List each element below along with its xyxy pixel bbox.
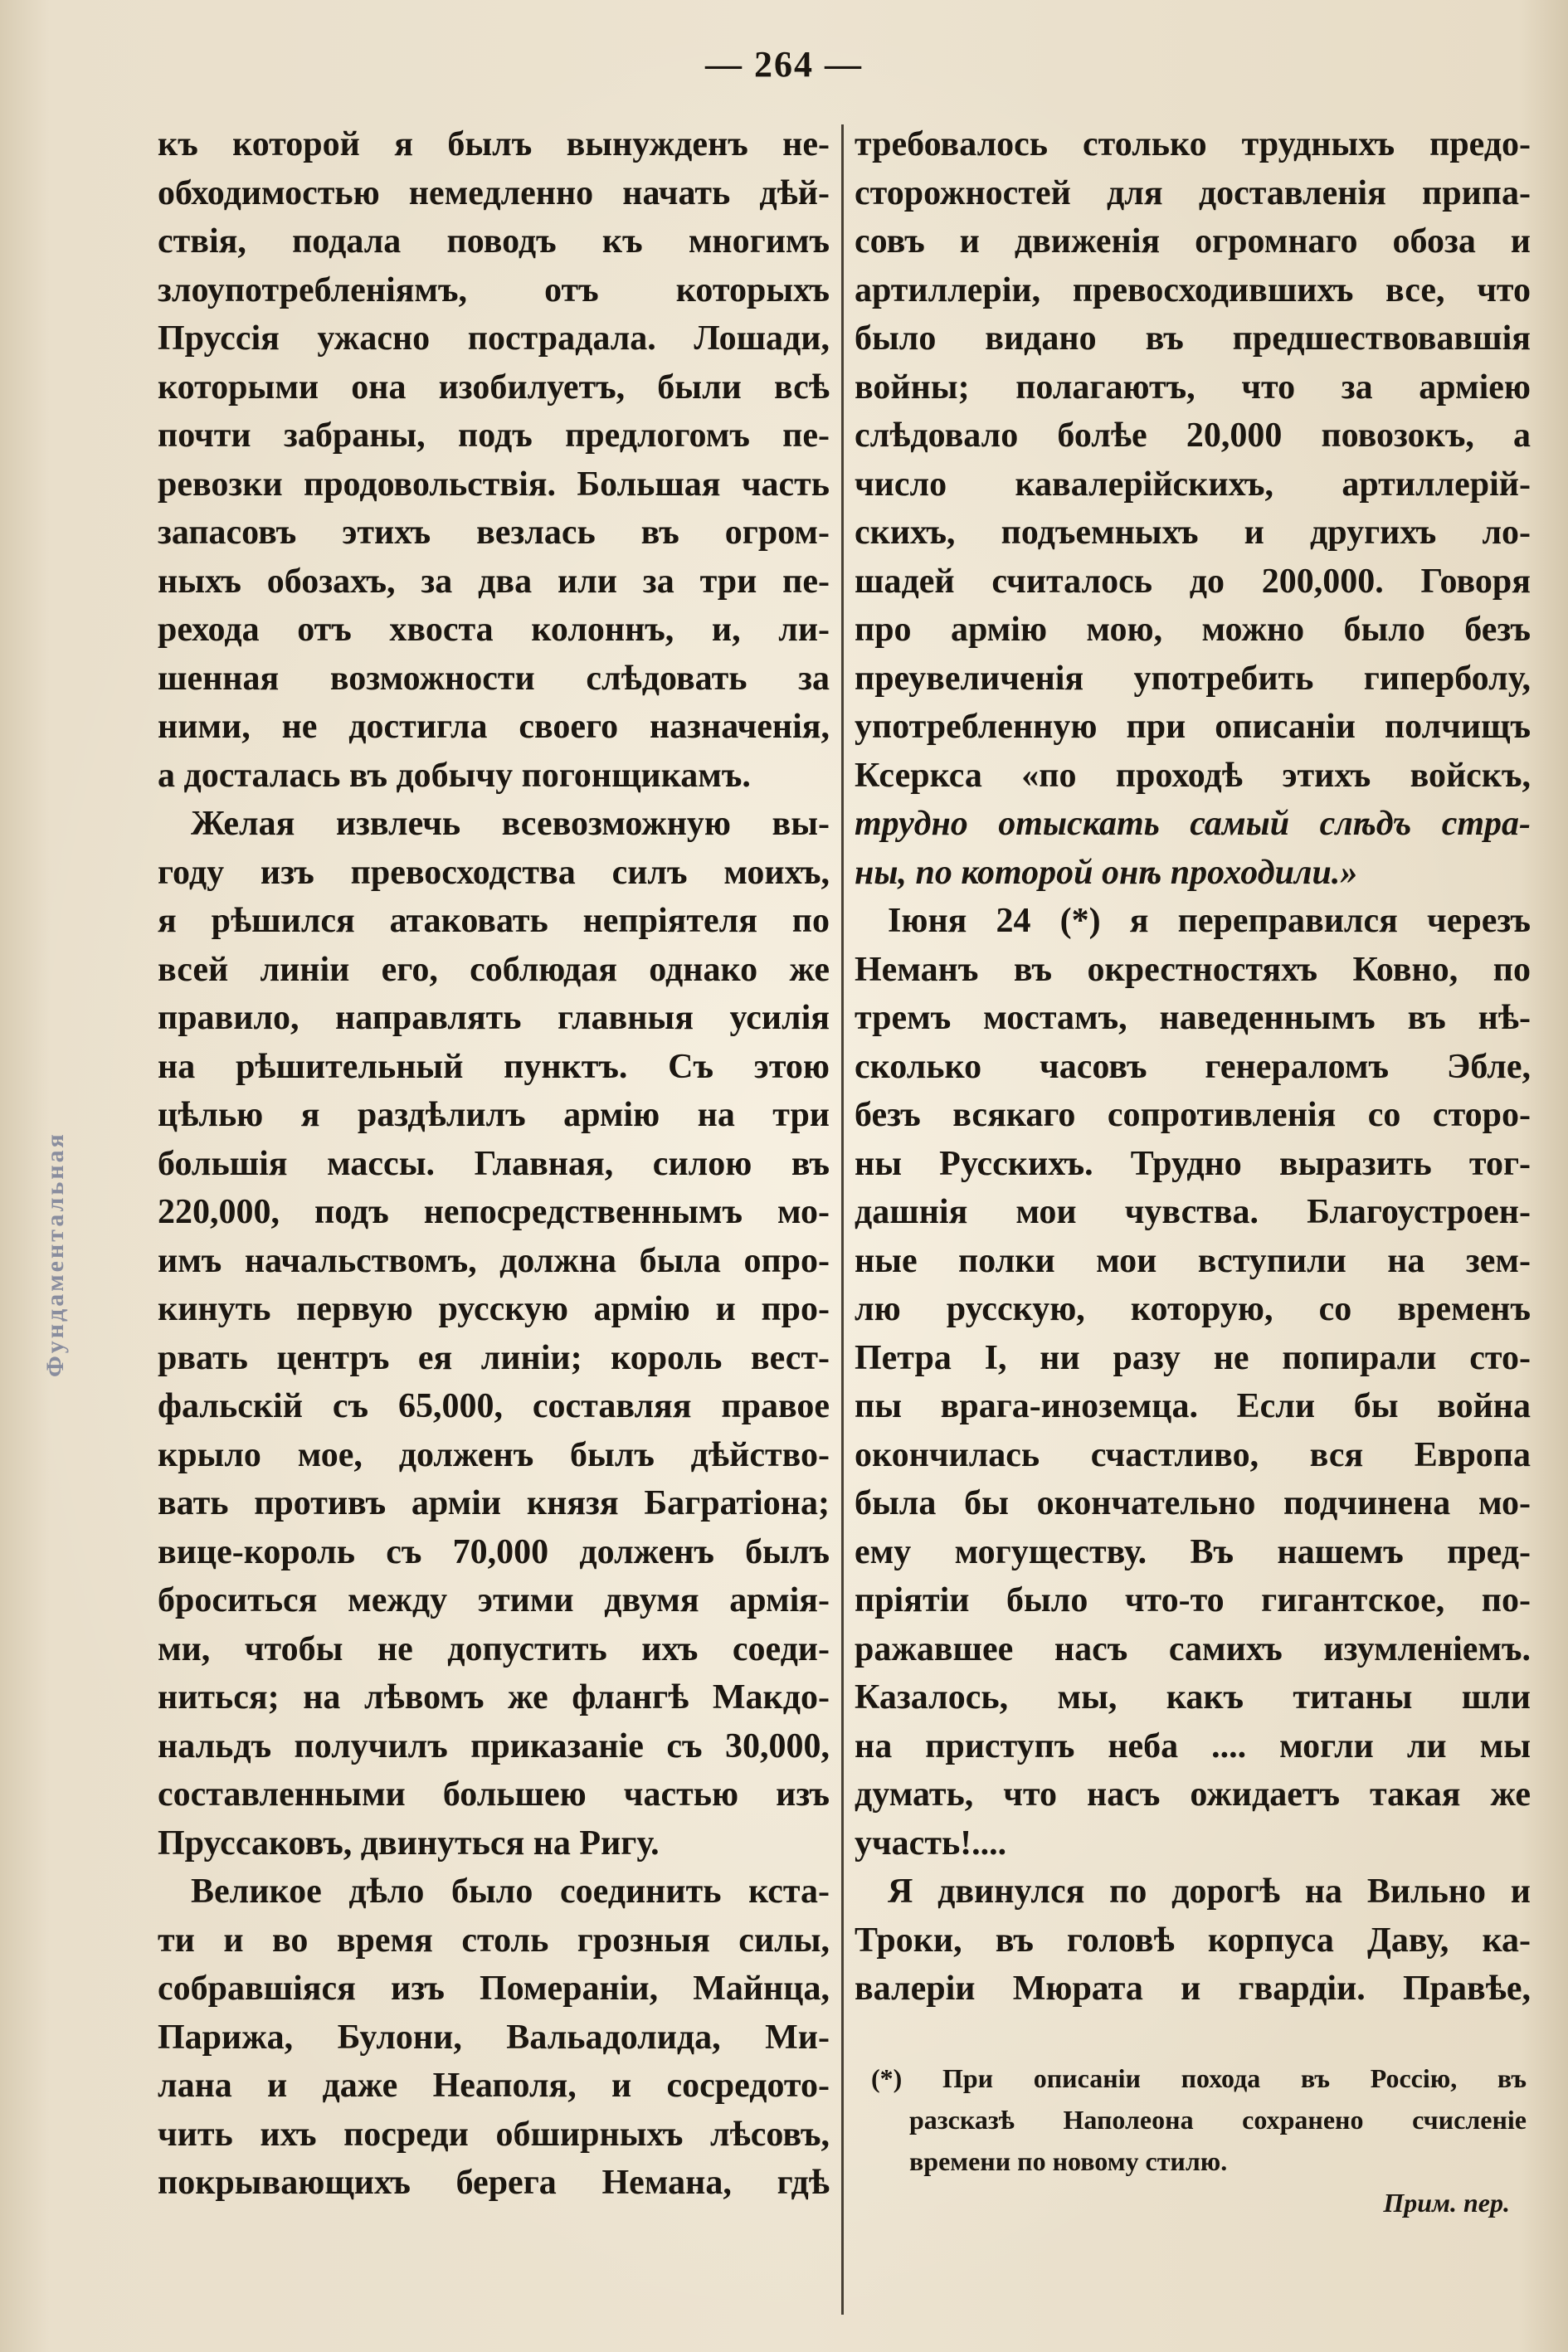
- quote-line: трудно отыскать самый слѣдъ стра-: [855, 805, 1531, 843]
- text-line: сторожностей для доставленія припа-: [855, 173, 1531, 212]
- text-line: число кавалерійскихъ, артиллерій-: [855, 465, 1531, 504]
- text-line: злоупотребленіямъ, отъ которыхъ: [158, 270, 830, 309]
- text-line: валеріи Мюрата и гвардіи. Правѣе,: [855, 1970, 1531, 2008]
- footnote-line: времени по новому стилю.: [909, 2146, 1228, 2176]
- footnote-line: разсказѣ Наполеона сохранено счисленіе: [909, 2105, 1527, 2135]
- text-line: ствія, подала поводъ къ многимъ: [158, 222, 830, 261]
- text-line: преувеличенія употребить гиперболу,: [855, 659, 1531, 698]
- paragraph-start-line: Я двинулся по дорогѣ на Вильно и: [888, 1872, 1531, 1911]
- text-line: нальдъ получилъ приказаніе съ 30,000,: [158, 1726, 830, 1765]
- text-line: Неманъ въ окрестностяхъ Ковно, по: [855, 950, 1531, 989]
- text-line: требовалось столько трудныхъ предо-: [855, 125, 1531, 163]
- text-line: Петра I, ни разу не попирали сто-: [855, 1338, 1531, 1377]
- text-line: про армію мою, можно было безъ: [855, 611, 1531, 649]
- text-line: пы врага-иноземца. Если бы война: [855, 1387, 1531, 1425]
- text-line: шенная возможности слѣдовать за: [158, 659, 830, 698]
- left-column: [158, 120, 830, 2208]
- text-line: тремъ мостамъ, наведеннымъ въ нѣ-: [855, 999, 1531, 1037]
- text-line: дашнія мои чувства. Благоустроен-: [855, 1193, 1531, 1231]
- text-line: имъ начальствомъ, должна была опро-: [158, 1241, 830, 1280]
- text-line: совъ и движенія огромнаго обоза и: [855, 222, 1531, 261]
- text-line: запасовъ этихъ везлась въ огром-: [158, 514, 830, 552]
- text-line: ми, чтобы не допустить ихъ соеди-: [158, 1629, 830, 1668]
- text-line: на приступъ неба .... могли ли мы: [855, 1726, 1531, 1765]
- text-line: году изъ превосходства силъ моихъ,: [158, 853, 830, 892]
- text-line: участь!....: [855, 1824, 1007, 1863]
- text-line: правило, направлять главныя усилія: [158, 999, 830, 1037]
- page-number: — 264 —: [705, 44, 863, 85]
- text-line: я рѣшился атаковать непріятеля по: [158, 902, 830, 940]
- text-line: чить ихъ посреди обширныхъ лѣсовъ,: [158, 2115, 830, 2154]
- paragraph-start-line: Іюня 24 (*) я переправился черезъ: [888, 902, 1531, 940]
- text-line: думать, что насъ ожидаетъ такая же: [855, 1775, 1531, 1814]
- text-line: ними, не достигла своего назначенія,: [158, 708, 830, 746]
- text-line: окончилась счастливо, вся Европа: [855, 1435, 1531, 1474]
- text-line: вице-король съ 70,000 долженъ былъ: [158, 1532, 830, 1571]
- text-line: собравшіяся изъ Помераніи, Майнца,: [158, 1970, 830, 2008]
- text-line: слѣдовало болѣе 20,000 повозокъ, а: [855, 416, 1531, 455]
- text-line: Парижа, Булони, Вальадолида, Ми-: [158, 2018, 830, 2057]
- text-line: ные полки мои вступили на зем-: [855, 1241, 1531, 1280]
- text-line: на рѣшительный пунктъ. Съ этою: [158, 1047, 830, 1086]
- text-line: всей линіи его, соблюдая однако же: [158, 950, 830, 989]
- text-line: Казалось, мы, какъ титаны шли: [855, 1678, 1531, 1717]
- library-stamp: Фундаментальная: [41, 1132, 69, 1377]
- text-line: ныхъ обозахъ, за два или за три пе-: [158, 562, 830, 601]
- text-line: ниться; на лѣвомъ же флангѣ Макдо-: [158, 1678, 830, 1717]
- right-column: [855, 120, 1531, 2014]
- quote-line: ны, по которой онѣ проходили.»: [855, 853, 1358, 892]
- text-line: лю русскую, которую, со временъ: [855, 1290, 1531, 1328]
- text-line: броситься между этими двумя армія-: [158, 1581, 830, 1619]
- text-line: ны Русскихъ. Трудно выразить тог-: [855, 1144, 1531, 1183]
- text-line: Ксеркса «по проходѣ этихъ войскъ,: [855, 756, 1531, 795]
- footnote: [871, 2057, 1527, 2223]
- text-line: Пруссаковъ, двинуться на Ригу.: [158, 1824, 660, 1863]
- text-line: употребленную при описаніи полчищъ: [855, 708, 1531, 746]
- text-line: ражавшее насъ самихъ изумленіемъ.: [855, 1629, 1531, 1668]
- text-line: скихъ, подъемныхъ и другихъ ло-: [855, 514, 1531, 552]
- text-line: составленными большею частью изъ: [158, 1775, 830, 1814]
- text-line: артиллеріи, превосходившихъ все, что: [855, 270, 1531, 309]
- text-line: цѣлью я раздѣлилъ армію на три: [158, 1096, 830, 1134]
- text-line: крыло мое, долженъ былъ дѣйство-: [158, 1435, 830, 1474]
- footnote-line: (*) При описаніи похода въ Россію, въ: [871, 2063, 1527, 2093]
- column-divider: [841, 124, 844, 2315]
- text-line: пріятіи было что-то гигантское, по-: [855, 1581, 1531, 1619]
- text-line: ти и во время столь грозныя силы,: [158, 1921, 830, 1960]
- text-line: было видано въ предшествовавшія: [855, 319, 1531, 358]
- text-line: фальскій съ 65,000, составляя правое: [158, 1387, 830, 1425]
- text-line: кинуть первую русскую армію и про-: [158, 1290, 830, 1328]
- text-line: вать противъ арміи князя Багратіона;: [158, 1484, 830, 1522]
- text-line: которыми она изобилуетъ, были всѣ: [158, 368, 830, 407]
- text-line: а досталась въ добычу погонщикамъ.: [158, 756, 751, 795]
- text-line: войны; полагаютъ, что за арміею: [855, 368, 1531, 407]
- footnote-signature: Прим. пер.: [1383, 2188, 1510, 2218]
- text-line: Троки, въ головѣ корпуса Даву, ка-: [855, 1921, 1531, 1960]
- text-line: ревозки продовольствія. Большая часть: [158, 465, 830, 504]
- text-line: лана и даже Неаполя, и сосредото-: [158, 2067, 830, 2105]
- text-line: покрывающихъ берега Немана, гдѣ: [158, 2164, 830, 2202]
- text-line: Пруссія ужасно пострадала. Лошади,: [158, 319, 830, 358]
- text-line: почти забраны, подъ предлогомъ пе-: [158, 416, 830, 455]
- paragraph-start-line: Великое дѣло было соединить кста-: [191, 1872, 830, 1911]
- text-line: обходимостью немедленно начать дѣй-: [158, 173, 830, 212]
- text-line: сколько часовъ генераломъ Эбле,: [855, 1047, 1531, 1086]
- text-line: безъ всякаго сопротивленія со сторо-: [855, 1096, 1531, 1134]
- text-line: рвать центръ ея линіи; король вест-: [158, 1338, 830, 1377]
- text-line: большія массы. Главная, силою въ: [158, 1144, 830, 1183]
- paragraph-start-line: Желая извлечь всевозможную вы-: [191, 805, 830, 843]
- text-line: къ которой я былъ вынужденъ не-: [158, 125, 830, 163]
- text-line: 220,000, подъ непосредственнымъ мо-: [158, 1193, 830, 1231]
- text-line: шадей считалось до 200,000. Говоря: [855, 562, 1531, 601]
- text-line: была бы окончательно подчинена мо-: [855, 1484, 1531, 1522]
- text-line: рехода отъ хвоста колоннъ, и, ли-: [158, 611, 830, 649]
- text-line: ему могуществу. Въ нашемъ пред-: [855, 1532, 1531, 1571]
